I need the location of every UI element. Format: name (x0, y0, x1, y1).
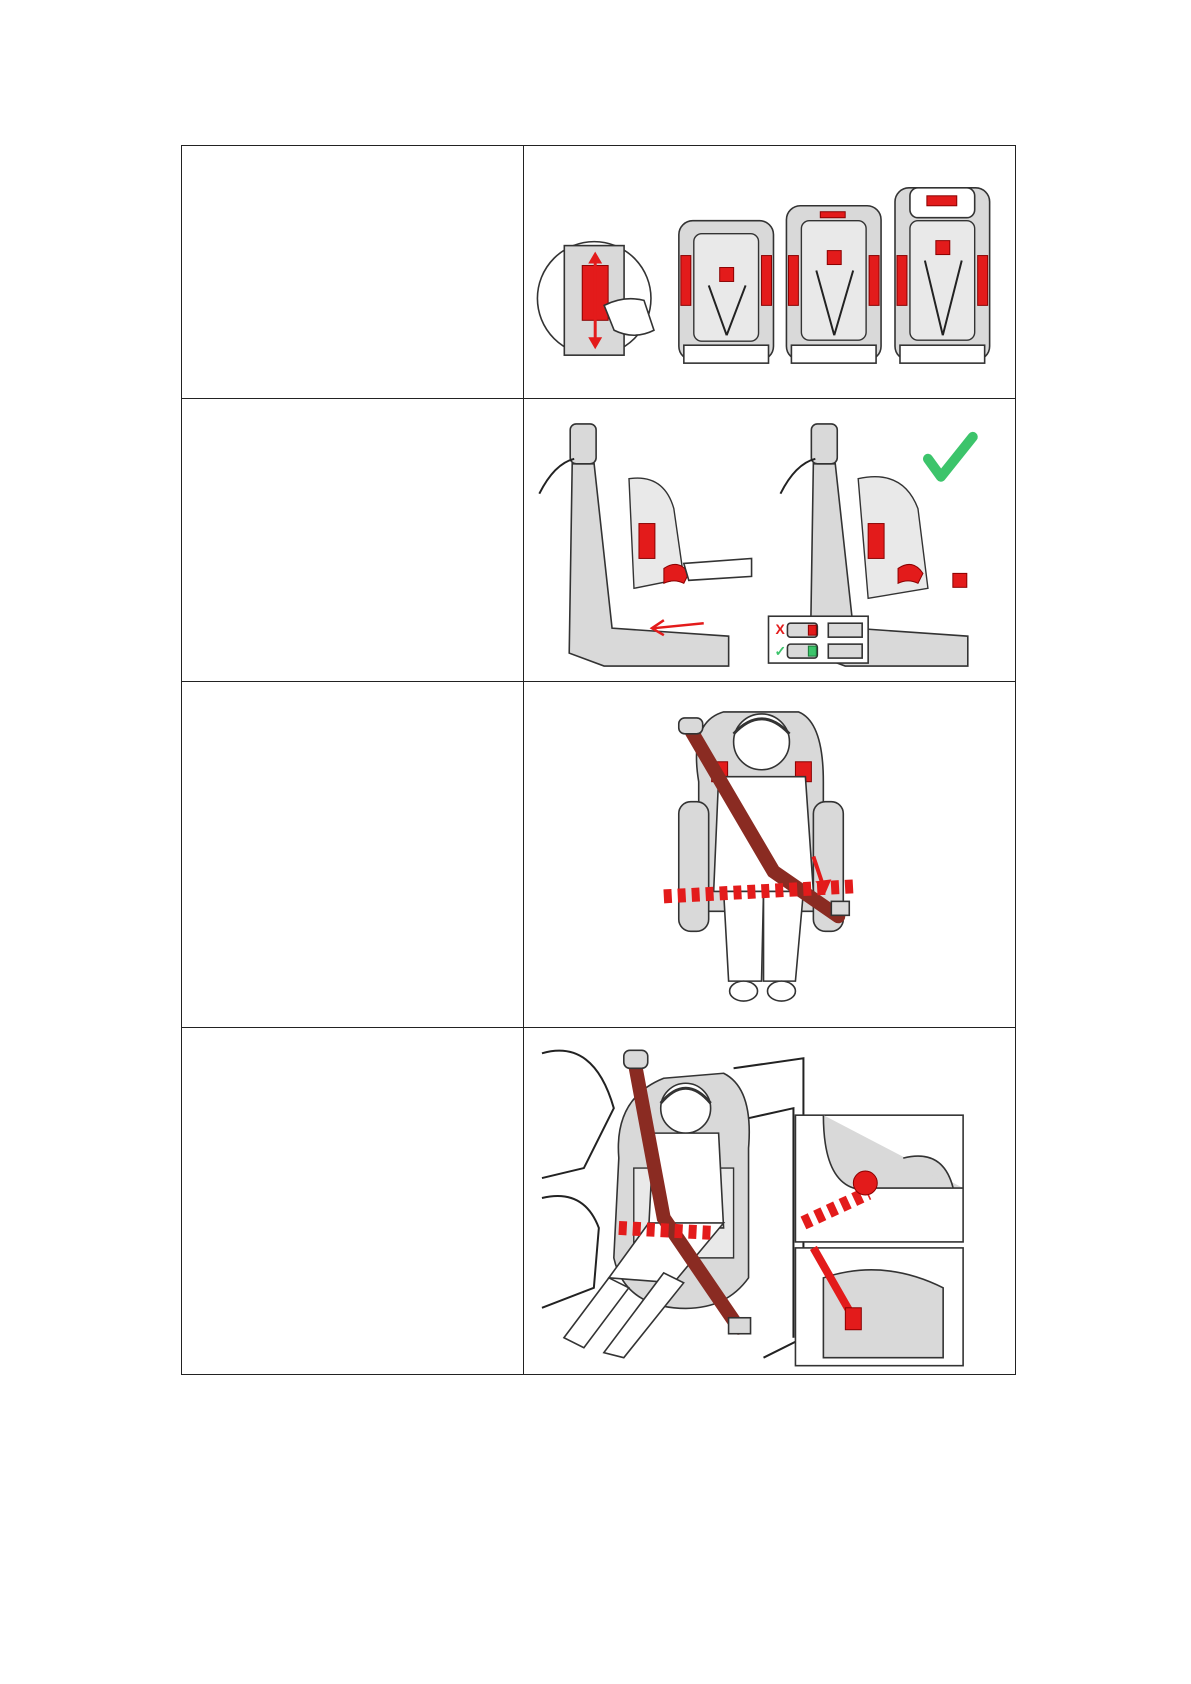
child-head-icon (661, 1083, 711, 1133)
table-row (182, 1028, 1015, 1374)
illustration-cell (524, 399, 1015, 681)
instruction-table (181, 145, 1016, 1375)
instruction-text-cell (182, 146, 524, 398)
headrest-adjustment-illustration (524, 146, 1015, 398)
belt-routing-side-illustration (524, 1028, 1015, 1374)
belt-routing-front-illustration (524, 682, 1015, 1027)
table-row (182, 682, 1015, 1028)
check-mark-icon (928, 437, 973, 477)
table-row (182, 146, 1015, 399)
indicator-inset-icon (769, 616, 869, 663)
detail-inset-bottom-icon (795, 1248, 963, 1366)
seat-low-icon (679, 221, 774, 363)
correct-mark: ✓ (774, 643, 787, 660)
car-window-icon (542, 1051, 614, 1178)
vehicle-seat-left-icon (539, 424, 751, 666)
illustration-cell (524, 1028, 1015, 1374)
isofix-illustration (524, 399, 1015, 681)
adjust-handle-zoom-icon (537, 242, 654, 356)
illustration-cell (524, 682, 1015, 1027)
seat-mid-icon (786, 206, 881, 363)
instruction-text-cell (182, 682, 524, 1027)
seat-high-icon (895, 188, 990, 363)
instruction-text-cell (182, 399, 524, 681)
illustration-cell (524, 146, 1015, 398)
instruction-text-cell (182, 1028, 524, 1374)
detail-inset-top-icon (795, 1115, 963, 1242)
wrong-mark: X (775, 621, 785, 638)
child-head-icon (734, 714, 790, 770)
table-row (182, 399, 1015, 682)
